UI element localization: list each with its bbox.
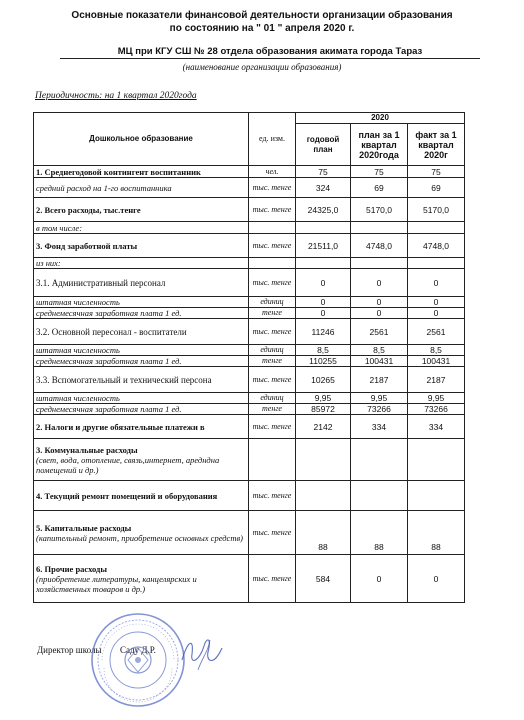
- q1-fact-value: 69: [408, 178, 465, 198]
- row-label-cell: [34, 258, 249, 269]
- row-unit: тыс. тенге: [249, 555, 296, 603]
- row-sublabel: (капительный ремонт, приобретение основных средств): [36, 532, 243, 543]
- annual-plan-value: 24325,0: [296, 198, 351, 222]
- organization-caption: (наименование организации образования): [182, 62, 342, 72]
- table-row: [34, 393, 465, 404]
- official-stamp-icon: [88, 610, 188, 710]
- annual-plan-value: 88: [296, 511, 351, 555]
- report-title: Основные показатели финансовой деятельности организации образования: [71, 10, 453, 21]
- table-row: [34, 198, 465, 222]
- row-label: 3. Коммунальные расходы: [36, 444, 138, 455]
- row-label: штатная численность: [36, 345, 120, 355]
- q1-plan-value: [351, 258, 408, 269]
- row-unit: тыс. тенге: [249, 481, 296, 511]
- row-label-cell: [34, 178, 249, 198]
- q1-fact-value: 100431: [408, 356, 465, 367]
- col-annual-plan-header: годовой план: [296, 124, 351, 166]
- row-unit: [249, 439, 296, 481]
- row-label-cell: [34, 393, 249, 404]
- row-label: штатная численность: [36, 393, 120, 403]
- table-row: [34, 319, 465, 345]
- row-label-cell: [34, 198, 249, 222]
- annual-plan-value: [296, 222, 351, 234]
- q1-plan-value: 0: [351, 297, 408, 308]
- row-unit: тыс. тенге: [249, 269, 296, 297]
- annual-plan-value: 2142: [296, 415, 351, 439]
- table-row: [34, 481, 465, 511]
- q1-plan-value: [351, 222, 408, 234]
- row-label: среднемесячная заработная плата 1 ед.: [36, 404, 182, 414]
- row-label-cell: [34, 367, 249, 393]
- q1-fact-value: 4748,0: [408, 234, 465, 258]
- row-label-cell: [34, 166, 249, 178]
- q1-plan-value: 2187: [351, 367, 408, 393]
- q1-fact-value: 9,95: [408, 393, 465, 404]
- q1-plan-value: [351, 481, 408, 511]
- row-unit: чел.: [249, 166, 296, 178]
- row-unit: тенге: [249, 308, 296, 319]
- table-row: [34, 178, 465, 198]
- row-label: среднемесячная заработная плата 1 ед.: [36, 308, 182, 318]
- row-label: средний расход на 1-го воспитанника: [36, 182, 172, 193]
- periodicity: Периодичность: на 1 квартал 2020года: [35, 91, 197, 101]
- row-label-cell: [34, 439, 249, 481]
- q1-fact-value: [408, 439, 465, 481]
- row-label-cell: [34, 345, 249, 356]
- annual-plan-value: [296, 258, 351, 269]
- table-row: [34, 415, 465, 439]
- row-label-cell: [34, 404, 249, 415]
- row-unit: тыс. тенге: [249, 198, 296, 222]
- row-label-cell: [34, 555, 249, 603]
- annual-plan-value: 0: [296, 269, 351, 297]
- report-date: по состоянию на " 01 " апреля 2020 г.: [169, 23, 355, 34]
- table-row: [34, 166, 465, 178]
- row-label: 1. Среднегодовой контингент воспитанник: [36, 166, 201, 177]
- table-row: [34, 234, 465, 258]
- q1-plan-value: 9,95: [351, 393, 408, 404]
- row-unit: тыс. тенге: [249, 367, 296, 393]
- row-label: штатная численность: [36, 297, 120, 307]
- q1-fact-value: 75: [408, 166, 465, 178]
- row-label: 3. Фонд заработной платы: [36, 240, 138, 251]
- q1-plan-value: 334: [351, 415, 408, 439]
- annual-plan-value: [296, 439, 351, 481]
- row-label-cell: [34, 269, 249, 297]
- table-row: [34, 308, 465, 319]
- col-q1-plan-header: план за 1 квартал 2020года: [351, 124, 408, 166]
- annual-plan-value: [296, 481, 351, 511]
- q1-plan-value: 69: [351, 178, 408, 198]
- q1-fact-value: 88: [408, 511, 465, 555]
- table-row: [34, 356, 465, 367]
- q1-fact-value: 2561: [408, 319, 465, 345]
- annual-plan-value: 85972: [296, 404, 351, 415]
- row-unit: единиц: [249, 297, 296, 308]
- q1-plan-value: 2561: [351, 319, 408, 345]
- row-label: 6. Прочие расходы: [36, 563, 107, 574]
- organization-name: МЦ при КГУ СШ № 28 отдела образования акимата города Тараз: [60, 46, 480, 59]
- q1-plan-value: [351, 439, 408, 481]
- director-label: Директор школы: [37, 645, 102, 655]
- row-label: среднемесячная заработная плата 1 ед.: [36, 356, 182, 366]
- q1-fact-value: 2187: [408, 367, 465, 393]
- table-row: [34, 511, 465, 555]
- row-unit: [249, 222, 296, 234]
- annual-plan-value: 0: [296, 297, 351, 308]
- row-label-cell: [34, 511, 249, 555]
- row-label-cell: [34, 297, 249, 308]
- table-row: [34, 258, 465, 269]
- table-row: [34, 555, 465, 603]
- q1-plan-value: 0: [351, 308, 408, 319]
- q1-fact-value: 0: [408, 308, 465, 319]
- table-row: [34, 439, 465, 481]
- row-label-cell: [34, 481, 249, 511]
- table-row: [34, 222, 465, 234]
- row-label: 2. Всего расходы, тыс.тенге: [36, 204, 141, 215]
- q1-plan-value: 0: [351, 555, 408, 603]
- q1-fact-value: 73266: [408, 404, 465, 415]
- row-unit: тыс. тенге: [249, 178, 296, 198]
- q1-plan-value: 88: [351, 511, 408, 555]
- q1-fact-value: 0: [408, 297, 465, 308]
- row-label: 5. Капитальные расходы: [36, 522, 132, 533]
- row-label: в том числе:: [36, 222, 83, 233]
- q1-plan-value: 73266: [351, 404, 408, 415]
- annual-plan-value: 10265: [296, 367, 351, 393]
- row-label: из них:: [36, 258, 61, 268]
- table-body: [34, 166, 465, 603]
- row-unit: тенге: [249, 404, 296, 415]
- annual-plan-value: 75: [296, 166, 351, 178]
- q1-plan-value: 4748,0: [351, 234, 408, 258]
- q1-plan-value: 0: [351, 269, 408, 297]
- annual-plan-value: 11246: [296, 319, 351, 345]
- annual-plan-value: 324: [296, 178, 351, 198]
- col-section-header: Дошкольное образование: [34, 113, 249, 166]
- annual-plan-value: 9,95: [296, 393, 351, 404]
- q1-plan-value: 8,5: [351, 345, 408, 356]
- q1-plan-value: 5170,0: [351, 198, 408, 222]
- financial-table: [33, 112, 465, 603]
- row-label-cell: [34, 356, 249, 367]
- row-unit: тыс. тенге: [249, 234, 296, 258]
- row-unit: единиц: [249, 393, 296, 404]
- q1-fact-value: [408, 258, 465, 269]
- q1-fact-value: 334: [408, 415, 465, 439]
- row-label-cell: [34, 415, 249, 439]
- row-label: 4. Текущий ремонт помещений и оборудования: [36, 490, 218, 501]
- table-row: [34, 297, 465, 308]
- annual-plan-value: 21511,0: [296, 234, 351, 258]
- annual-plan-value: 584: [296, 555, 351, 603]
- row-label: 3.3. Вспомогательный и технический персона: [36, 374, 212, 385]
- q1-fact-value: [408, 481, 465, 511]
- annual-plan-value: 8,5: [296, 345, 351, 356]
- table-row: [34, 404, 465, 415]
- row-label-cell: [34, 234, 249, 258]
- row-label: 2. Налоги и другие обязательные платежи в: [36, 421, 205, 432]
- col-unit-header: ед. изм.: [249, 113, 296, 166]
- row-label: 3.2. Основной пересонал - воспитатели: [36, 326, 187, 337]
- table-row: [34, 269, 465, 297]
- row-unit: тыс. тенге: [249, 319, 296, 345]
- annual-plan-value: 110255: [296, 356, 351, 367]
- row-sublabel: (свет, вода, отопление, связь,интернет, аредндна помещений и др.): [36, 454, 220, 475]
- q1-fact-value: 0: [408, 269, 465, 297]
- q1-fact-value: 5170,0: [408, 198, 465, 222]
- row-unit: тенге: [249, 356, 296, 367]
- q1-fact-value: [408, 222, 465, 234]
- row-label: 3.1. Административный персонал: [36, 277, 166, 288]
- col-q1-fact-header: факт за 1 квартал 2020г: [408, 124, 465, 166]
- q1-fact-value: 8,5: [408, 345, 465, 356]
- row-label-cell: [34, 308, 249, 319]
- row-sublabel: (приобретение литературы, канцелярских и хозяйственных товаров и др.): [36, 573, 197, 594]
- table-row: [34, 367, 465, 393]
- row-label-cell: [34, 319, 249, 345]
- q1-fact-value: 0: [408, 555, 465, 603]
- col-year-header: 2020: [296, 113, 465, 124]
- row-unit: единиц: [249, 345, 296, 356]
- row-unit: [249, 258, 296, 269]
- row-label-cell: [34, 222, 249, 234]
- row-unit: тыс. тенге: [249, 415, 296, 439]
- table-row: [34, 345, 465, 356]
- director-name: Саду Д.Р.: [120, 645, 156, 655]
- row-unit: тыс. тенге: [249, 511, 296, 555]
- q1-plan-value: 75: [351, 166, 408, 178]
- q1-plan-value: 100431: [351, 356, 408, 367]
- annual-plan-value: 0: [296, 308, 351, 319]
- handwritten-signature-icon: [178, 630, 228, 676]
